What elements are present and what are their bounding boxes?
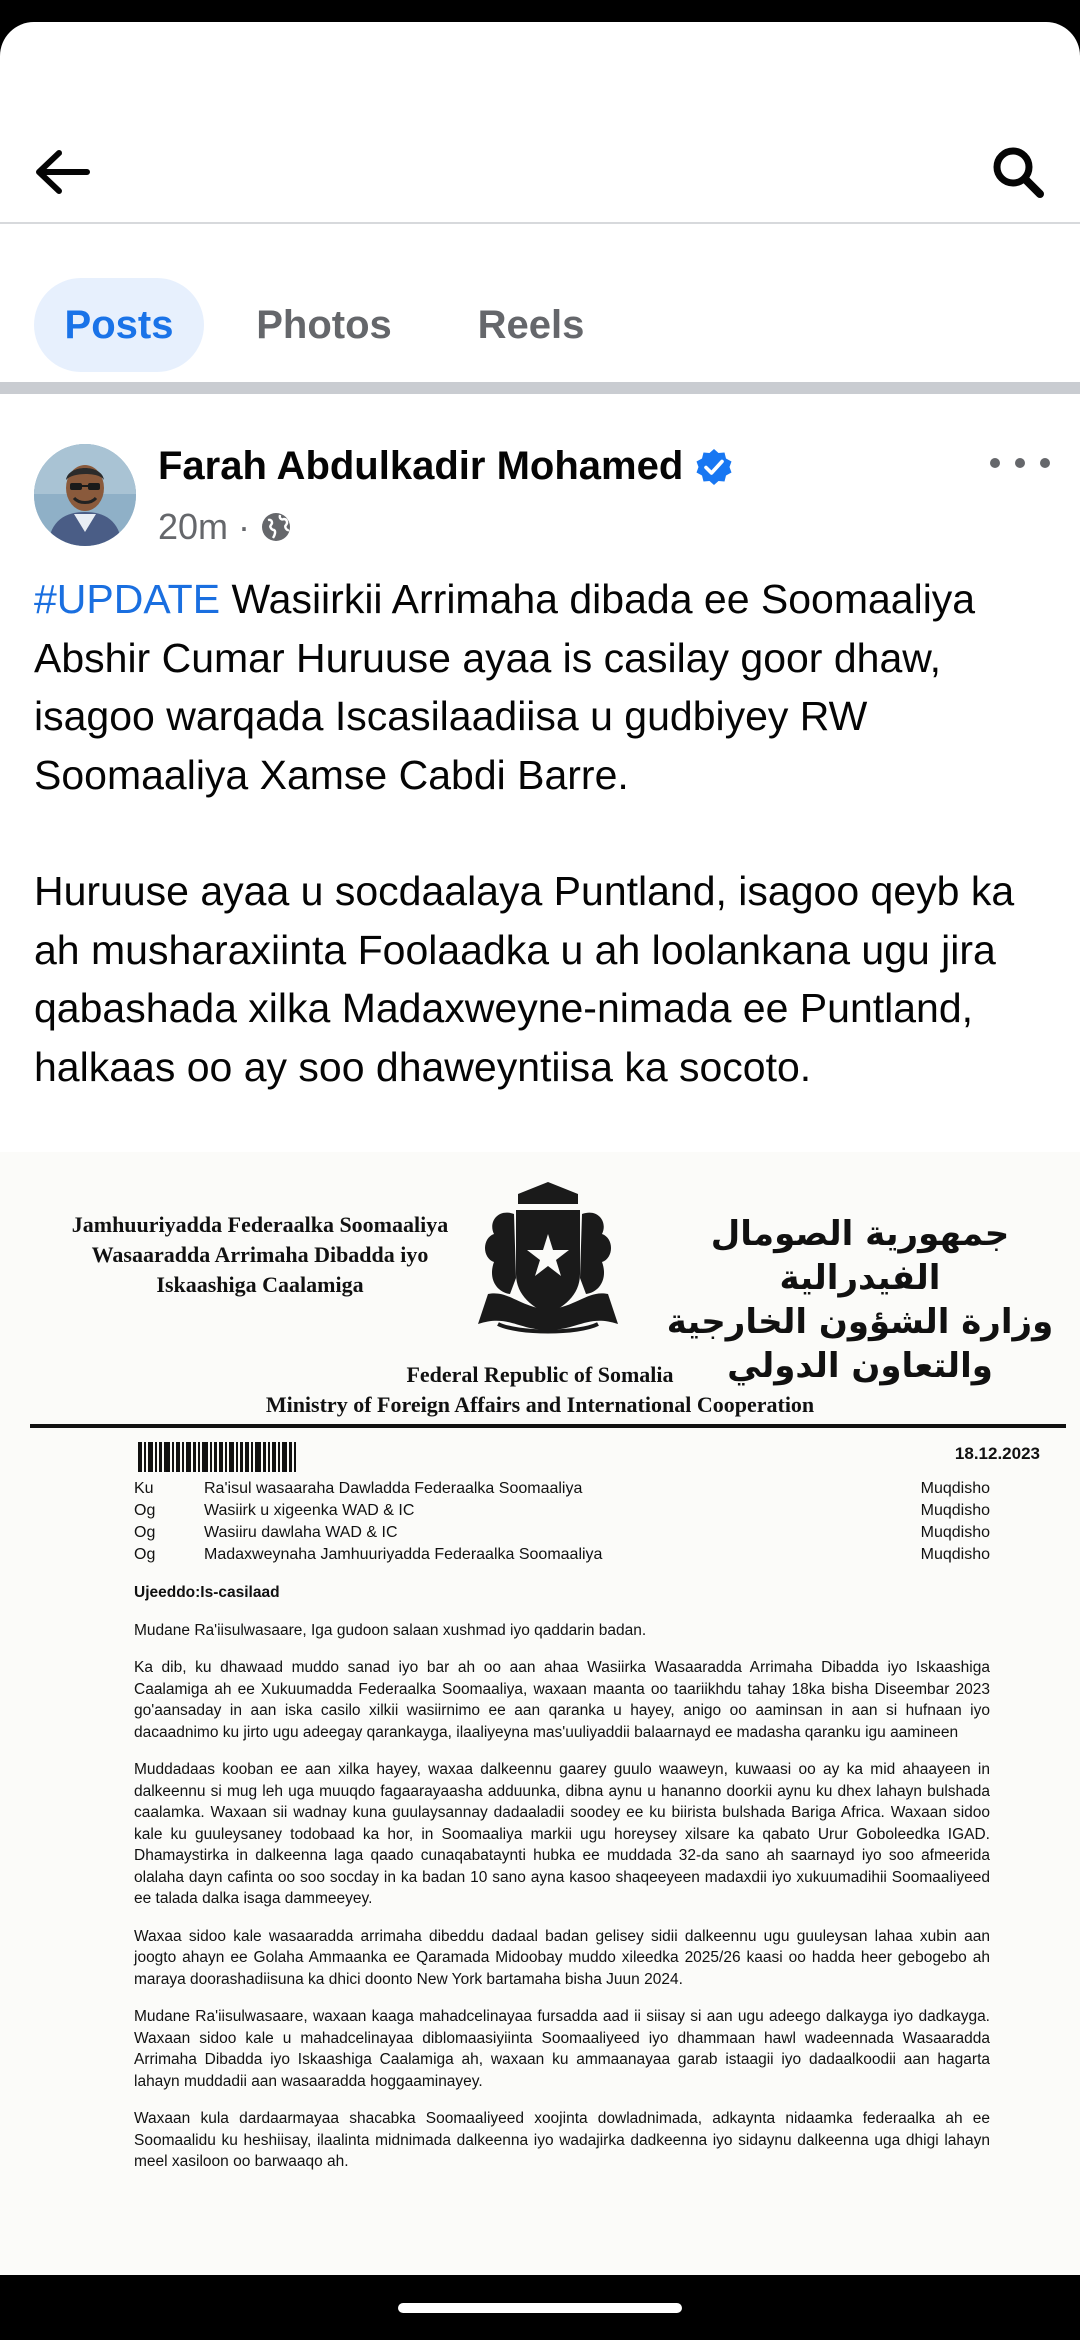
letter-paragraph: Ka dib, ku dhawaad muddo sanad iyo bar ah oo aan ahaa Wasiirka Wasaaradda Arrimaha Dibadda iyo Iskaashiga Caalamiga ah ee Xukuumadda Federaalka Soomaaliya, waxaan maanta oo taariikhdu tahay 18ka bisha Diseembar 2023 go'aansaday in aan iska casilo xilkii wasiirnimo ee aan qaranka u hayey, anigo oo aaminsan in aan si hufnaan iyo dacaadnimo ku jirto ugu adeegay qarankayga, ilaaliyeyna mas'uuliyaddii balaarnayd ee madasha qaranku igu aamineen [134, 1659, 990, 1741]
search-icon [990, 144, 1046, 200]
top-divider [0, 222, 1080, 224]
letterhead-left [50, 1210, 470, 1300]
letterhead-center-line: Ministry of Foreign Affairs and International Cooperation [265, 1392, 815, 1417]
post-paragraph-1 [34, 570, 1046, 804]
post-text [34, 570, 1046, 1096]
letter-body [134, 1582, 990, 2189]
more-dot-icon [1015, 458, 1025, 468]
addressee-place: Muqdisho [920, 1480, 990, 1497]
addressee-name: Ra'isul wasaaraha Dawladda Federaalka Soomaaliya [204, 1480, 583, 1497]
addressee-name: Wasiirk u xigeenka WAD & IC [204, 1502, 415, 1519]
addressee-name: Madaxweynaha Jamhuuriyadda Federaalka Soomaaliya [204, 1546, 603, 1563]
author-name[interactable]: Farah Abdulkadir Mohamed [158, 444, 684, 488]
addressee-code: Og [134, 1546, 156, 1563]
barcode [138, 1442, 318, 1472]
post-meta [158, 506, 292, 548]
profile-tabs [0, 256, 1080, 376]
letterhead-left-line: Wasaaradda Arrimaha Dibadda iyo [91, 1242, 429, 1267]
avatar[interactable] [34, 444, 136, 546]
tab-posts[interactable]: Posts [34, 278, 204, 372]
addressee-place: Muqdisho [920, 1524, 990, 1541]
letter-salutation: Mudane Ra'iisulwasaare, Iga gudoon salaan xushmad iyo qaddarin badan. [134, 1621, 647, 1639]
post-image-letter[interactable] [0, 1152, 1080, 2275]
section-separator [0, 382, 1080, 394]
letterhead-right-line: جمهورية الصومال الفيدرالية [710, 1214, 1010, 1298]
post-author[interactable] [158, 444, 733, 489]
addressee-code: Og [134, 1502, 156, 1519]
letter-paragraph: Mudane Ra'iisulwasaare, waxaan kaaga mahadcelinayaa fursadda aad ii siisay si aan ugu adeego dalkayga iyo dadkayga. Waxaan sidoo kale u mahadcelinayaa diblomaasiyiinta Soomaaliyeed iyo dhammaan hawl wadeennada Wasaaradda Arrimaha Dibadda iyo Iskaashiga Caalamiga ah, waxaan ku ammaanayaa garab istaagii iyo dadaalkoodii aan hagarta lahayn muddadii aan wasaaradda hoggaaminayey. [134, 2008, 990, 2090]
post-paragraph-2: Huruuse ayaa u socdaalaya Puntland, isagoo qeyb ka ah musharaxiinta Foolaadka u ah loolankana ugu jira qabashada xilka Madaxweyne-nimada ee Puntland, halkaas oo ay soo dhaweyntiisa ka socoto. [34, 868, 1015, 1090]
top-bar [0, 22, 1080, 222]
addressee-place: Muqdisho [920, 1502, 990, 1519]
more-dot-icon [1040, 458, 1050, 468]
hashtag-link[interactable]: #UPDATE [34, 576, 221, 622]
letterhead-right-line: والتعاون الدولي [727, 1346, 993, 1386]
letterhead-left-line: Jamhuuriyadda Federaalka Soomaaliya [71, 1212, 449, 1237]
letterhead-right-line: وزارة الشؤون الخارجية [666, 1302, 1054, 1342]
addressee-code: Og [134, 1524, 156, 1541]
somalia-emblem-icon [458, 1174, 638, 1344]
back-arrow-icon [33, 147, 91, 197]
letterhead-left-line: Iskaashiga Caalamiga [156, 1272, 364, 1297]
more-options-button[interactable] [990, 448, 1050, 478]
post-paragraph-1-text: Wasiirkii Arrimaha dibada ee Soomaaliya Abshir Cumar Huruuse ayaa is casilay goor dhaw, isagoo warqada Iscasilaadiisa u gudbiyey RW Soomaaliya Xamse Cabdi Barre. [34, 576, 976, 798]
globe-icon [260, 511, 292, 543]
letter-paragraph: Waxaan kula dardaarmayaa shacabka Soomaaliyeed xoojinta dowladnimada, adkaynta nidaamka federaalka ah ee Soomaalidu ku heshiisay, ilaalinta midnimada dalkeenna iyo wadajirka dadkeenna iyo sidaynu dalkeenna uga dhigi lahayn meel xasiloon oo barwaaqo ah. [134, 2110, 990, 2170]
tab-photos[interactable]: Photos [256, 302, 392, 347]
search-button[interactable] [986, 140, 1050, 204]
profile-photo-icon [34, 444, 136, 546]
home-indicator[interactable] [398, 2303, 682, 2313]
addressee-place: Muqdisho [920, 1546, 990, 1563]
letterhead-center [0, 1360, 1080, 1420]
addressee-code: Ku [134, 1480, 154, 1497]
addressee-list [134, 1478, 990, 1566]
more-dot-icon [990, 458, 1000, 468]
addressee-name: Wasiiru dawlaha WAD & IC [204, 1524, 398, 1541]
letterhead-center-line: Federal Republic of Somalia [406, 1362, 674, 1387]
tab-reels[interactable]: Reels [477, 302, 585, 347]
meta-separator: · [238, 506, 251, 547]
addressee-row [134, 1478, 990, 1500]
verified-badge-icon [695, 448, 733, 486]
addressee-row [134, 1522, 990, 1544]
app-screen [0, 22, 1080, 2275]
back-button[interactable] [30, 140, 94, 204]
addressee-row [134, 1544, 990, 1566]
letter-paragraph: Waxaa sidoo kale wasaaradda arrimaha dibeddu dadaal badan gelisey sidii dalkeennu ugu guuleysan lahaa xubin aan joogto ahayn ee Golaha Ammaanka ee Qaramada Midoobay muddo xileedka 2025/26 kaasi oo hadda heer gebogebo ah maraya doorashadiisuna ka dhici doonto New York bartamaha bisha Juun 2024. [134, 1927, 990, 1988]
post-time[interactable]: 20m [158, 506, 229, 547]
letter-paragraph: Muddadaas kooban ee aan xilka hayey, waxaa dalkeennu gaarey guulo waaweyn, kuwaasi oo ay ka mid ahaayeen in dalkeennu si mug leh uga muuqdo fagaarayaasha adduunka, dibna aynu u hananno doorkii aynu ku dhex lahayn bulshada caalamka. Waxaan sii wadnay kuna guulaysannay dadaaladii soodey ee ku biirista bulshada Bariga Africa. Waxaan sidoo kale ku guuleysaney todobaad ka hor, in Soomaaliya markii ugu horeysey xilsare ka qabato Urur Goboleedka IGAD. Dhamaystirka in dalkeenna laga qaado cunaqabataynti hubka ee muddada 32-da sano ah saarnayd iyo soo afmeerida olalaha dayn cafinta oo soo socday in ka badan 10 sano ayna kasoo shaqeeyeen madaxdii iyo xukuumadihii Soomaaliyeed ee talada dalka isaga dammeeyey. [134, 1761, 990, 1907]
post-header [0, 394, 1080, 564]
letterhead-rule [30, 1424, 1066, 1428]
letter-date: 18.12.2023 [954, 1444, 1040, 1463]
letter-subject: Ujeeddo:Is-casilaad [134, 1584, 280, 1601]
addressee-row [134, 1500, 990, 1522]
